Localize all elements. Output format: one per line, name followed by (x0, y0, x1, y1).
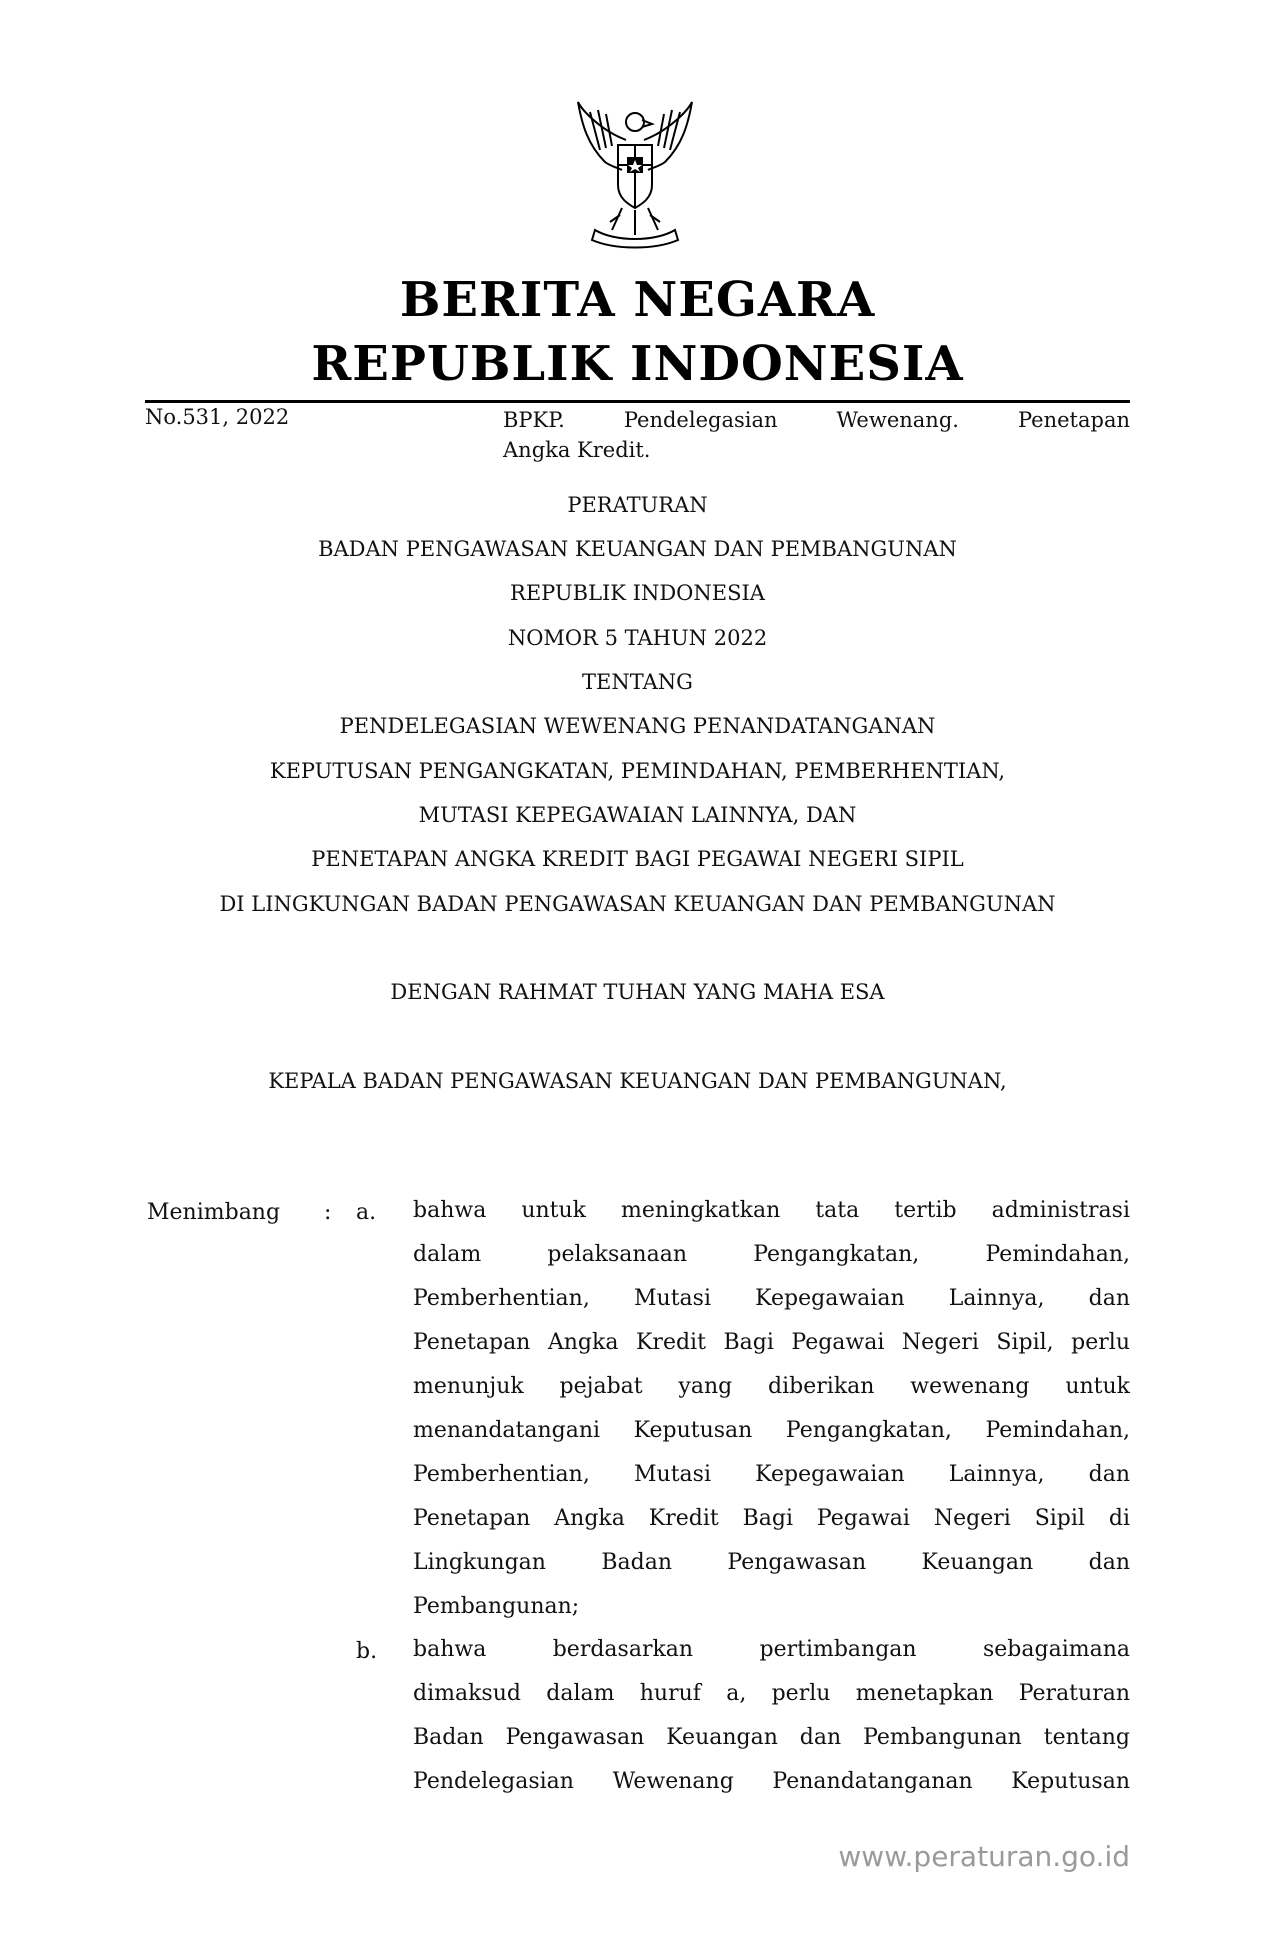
header-divider (145, 400, 1130, 403)
regulation-agency: BADAN PENGAWASAN KEUANGAN DAN PEMBANGUNAN (318, 537, 957, 561)
regulation-about: TENTANG (582, 670, 693, 694)
paragraph-line: Pemberhentian, Mutasi Kepegawaian Lainnya, dan (413, 1286, 1130, 1311)
gazette-subject (503, 405, 1130, 465)
regulation-title-line: MUTASI KEPEGAWAIAN LAINNYA, DAN (418, 803, 857, 827)
gazette-number: No.531, 2022 (145, 405, 290, 429)
considering-item-a (413, 1189, 1130, 1629)
gazette-subject-line1: BPKP. Pendelegasian Wewenang. Penetapan (503, 408, 1130, 432)
paragraph-line: Pemberhentian, Mutasi Kepegawaian Lainnya, dan (413, 1462, 1130, 1487)
paragraph-line: bahwa berdasarkan pertimbangan sebagaimana (413, 1637, 1130, 1662)
website-watermark: www.peraturan.go.id (838, 1840, 1130, 1873)
paragraph-line: bahwa untuk meningkatkan tata tertib administrasi (413, 1198, 1130, 1223)
gazette-title-line1: BERITA NEGARA (399, 272, 876, 328)
paragraph-line: Pembangunan; (413, 1594, 580, 1619)
regulation-country: REPUBLIK INDONESIA (510, 581, 765, 605)
paragraph-line: dimaksud dalam huruf a, perlu menetapkan Peraturan (413, 1681, 1130, 1706)
regulation-title-line: PENETAPAN ANGKA KREDIT BAGI PEGAWAI NEGERI SIPIL (311, 847, 964, 871)
considering-item-b (413, 1628, 1130, 1804)
regulation-number: NOMOR 5 TAHUN 2022 (507, 626, 768, 650)
item-letter-a: a. (356, 1200, 377, 1225)
item-letter-b: b. (356, 1639, 378, 1664)
paragraph-line: Penetapan Angka Kredit Bagi Pegawai Negeri Sipil di (413, 1506, 1130, 1531)
garuda-emblem-icon (560, 100, 710, 250)
paragraph-line: Badan Pengawasan Keuangan dan Pembangunan tentang (413, 1725, 1130, 1750)
regulation-type: PERATURAN (567, 493, 708, 517)
regulation-title-line: PENDELEGASIAN WEWENANG PENANDATANGANAN (339, 714, 936, 738)
paragraph-line: Lingkungan Badan Pengawasan Keuangan dan (413, 1550, 1130, 1575)
paragraph-line: Penetapan Angka Kredit Bagi Pegawai Negeri Sipil, perlu (413, 1330, 1130, 1355)
considering-colon: : (324, 1200, 332, 1225)
considering-label: Menimbang (147, 1200, 281, 1225)
regulation-title-line: KEPUTUSAN PENGANGKATAN, PEMINDAHAN, PEMBERHENTIAN, (269, 759, 1006, 783)
issuer-line: KEPALA BADAN PENGAWASAN KEUANGAN DAN PEMBANGUNAN, (268, 1069, 1007, 1093)
blessing-line: DENGAN RAHMAT TUHAN YANG MAHA ESA (390, 980, 885, 1004)
gazette-title-line2: REPUBLIK INDONESIA (311, 336, 964, 392)
paragraph-line: Pendelegasian Wewenang Penandatanganan Keputusan (413, 1769, 1130, 1794)
paragraph-line: dalam pelaksanaan Pengangkatan, Pemindahan, (413, 1242, 1130, 1267)
paragraph-line: menunjuk pejabat yang diberikan wewenang untuk (413, 1374, 1130, 1399)
paragraph-line: menandatangani Keputusan Pengangkatan, Pemindahan, (413, 1418, 1130, 1443)
gazette-subject-line2: Angka Kredit. (503, 438, 651, 462)
regulation-title-line: DI LINGKUNGAN BADAN PENGAWASAN KEUANGAN DAN PEMBANGUNAN (219, 892, 1056, 916)
